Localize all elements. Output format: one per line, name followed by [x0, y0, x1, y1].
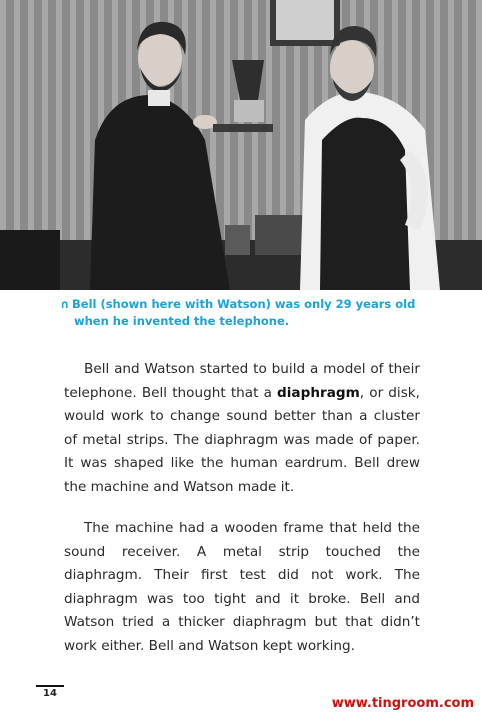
- paragraph-2: The machine had a wooden frame that held the sound receiver. A metal strip touched the diaphragm. Their first test did not work. The diaphragm was too tight and it broke. Bell and Watson tried a thicker diaphragm but that didn’t work either. Bell and Watson kept working.: [64, 520, 420, 654]
- paragraph-1: [64, 358, 420, 499]
- caption-line-1: [60, 296, 440, 313]
- page-number: 14: [36, 685, 64, 699]
- glossary-term-diaphragm: diaphragm: [277, 384, 360, 401]
- body-text: [64, 358, 420, 676]
- watermark: www.tingroom.com: [331, 696, 474, 711]
- caption-line-2: when he invented the telephone.: [74, 314, 290, 328]
- caption-text-1: Bell (shown here with Watson) was only 29 years old: [72, 297, 416, 311]
- paragraph-1-text-b: , or disk, would work to change sound better than a cluster of metal strips. The diaphragm was made of paper. It was shaped like the human eardrum. Bell drew the machine and Watson made it.: [64, 384, 420, 495]
- headphones-icon: ∩: [60, 297, 70, 311]
- historical-photo: [0, 0, 482, 290]
- paragraph-1-text-a: Bell and Watson started to build a model of their telephone. Bell thought that a: [64, 361, 420, 401]
- photo-bell-and-watson: [0, 0, 482, 290]
- photo-caption: [60, 296, 440, 330]
